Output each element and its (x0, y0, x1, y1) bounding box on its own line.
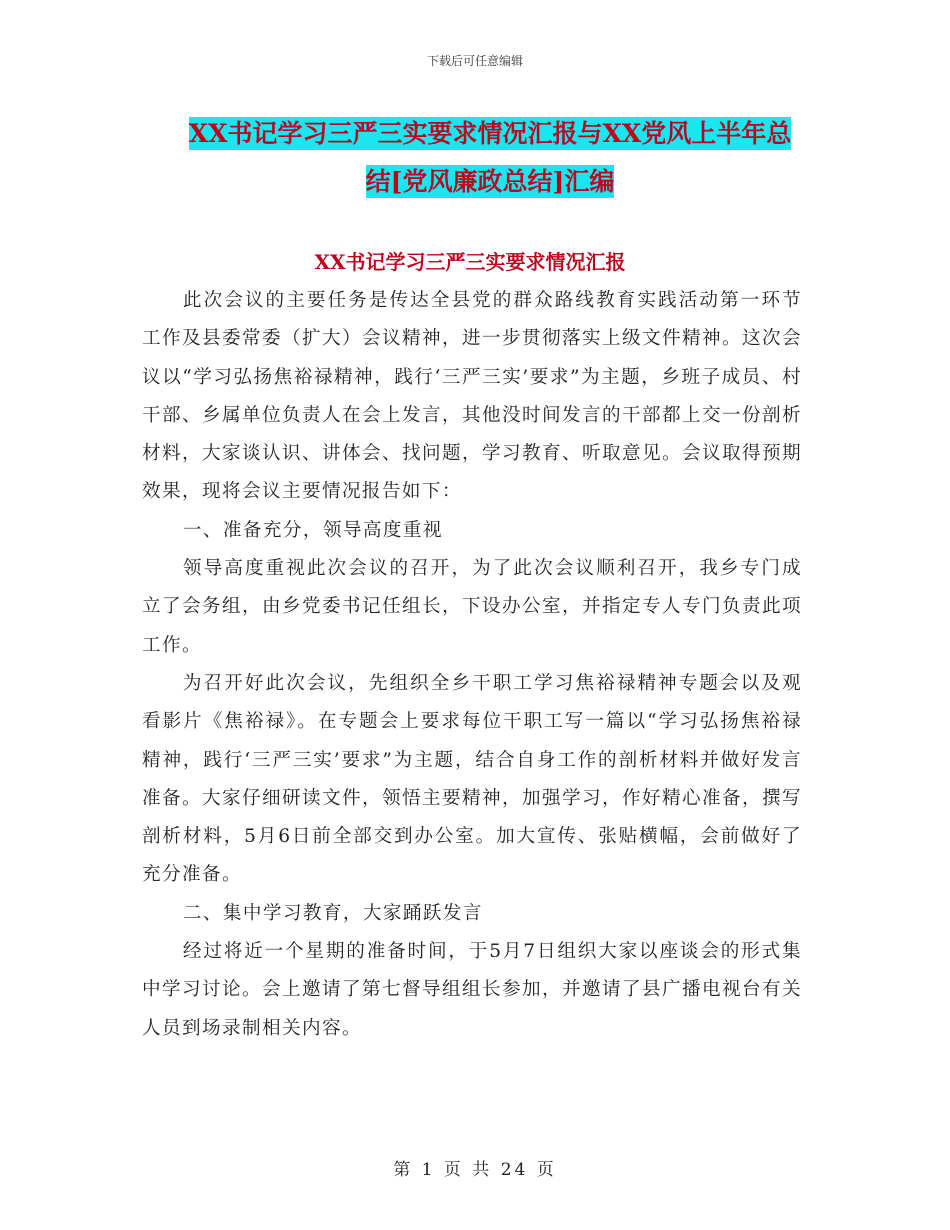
paragraph: 领导高度重视此次会议的召开，为了此次会议顺利召开，我乡专门成立了会务组，由乡党委书记任组长，下设办公室，并指定专人专门负责此项工作。 (142, 558, 802, 656)
subheading: 二、集中学习教育，大家踊跃发言 (182, 902, 483, 924)
body-text (142, 282, 802, 1048)
page-footer: 第 1 页 共 24 页 (393, 1160, 557, 1180)
document-title-line-2: 结[党风廉政总结]汇编 (365, 167, 615, 196)
paragraph: 经过将近一个星期的准备时间，于5月7日组织大家以座谈会的形式集中学习讨论。会上邀请了第七督导组组长参加，并邀请了县广播电视台有关人员到场录制相关内容。 (142, 941, 802, 1039)
section-title: XX书记学习三严三实要求情况汇报 (314, 250, 626, 274)
paragraph: 为召开好此次会议，先组织全乡干职工学习焦裕禄精神专题会以及观看影片《焦裕禄》。在专题会上要求每位干职工写一篇以“学习弘扬焦裕禄精神，践行‘三严三实’要求”为主题，结合自身工作的剖析材料并做好发言准备。大家仔细研读文件，领悟主要精神，加强学习，作好精心准备，撰写剖析材料，5月6日前全部交到办公室。加大宣传、张贴横幅，会前做好了充分准备。 (142, 672, 802, 886)
document-title (140, 110, 840, 206)
document-title-line-1: XX书记学习三严三实要求情况汇报与XX党风上半年总 (188, 119, 792, 148)
header-note: 下载后可任意编辑 (426, 54, 523, 68)
subheading: 一、准备充分，领导高度重视 (182, 519, 443, 541)
paragraph: 此次会议的主要任务是传达全县党的群众路线教育实践活动第一环节工作及县委常委（扩大）会议精神，进一步贯彻落实上级文件精神。这次会议以“学习弘扬焦裕禄精神，践行‘三严三实’要求”为主题，乡班子成员、村干部、乡属单位负责人在会上发言，其他没时间发言的干部都上交一份剖析材料，大家谈认识、讲体会、找问题，学习教育、听取意见。会议取得预期效果，现将会议主要情况报告如下： (142, 290, 802, 503)
